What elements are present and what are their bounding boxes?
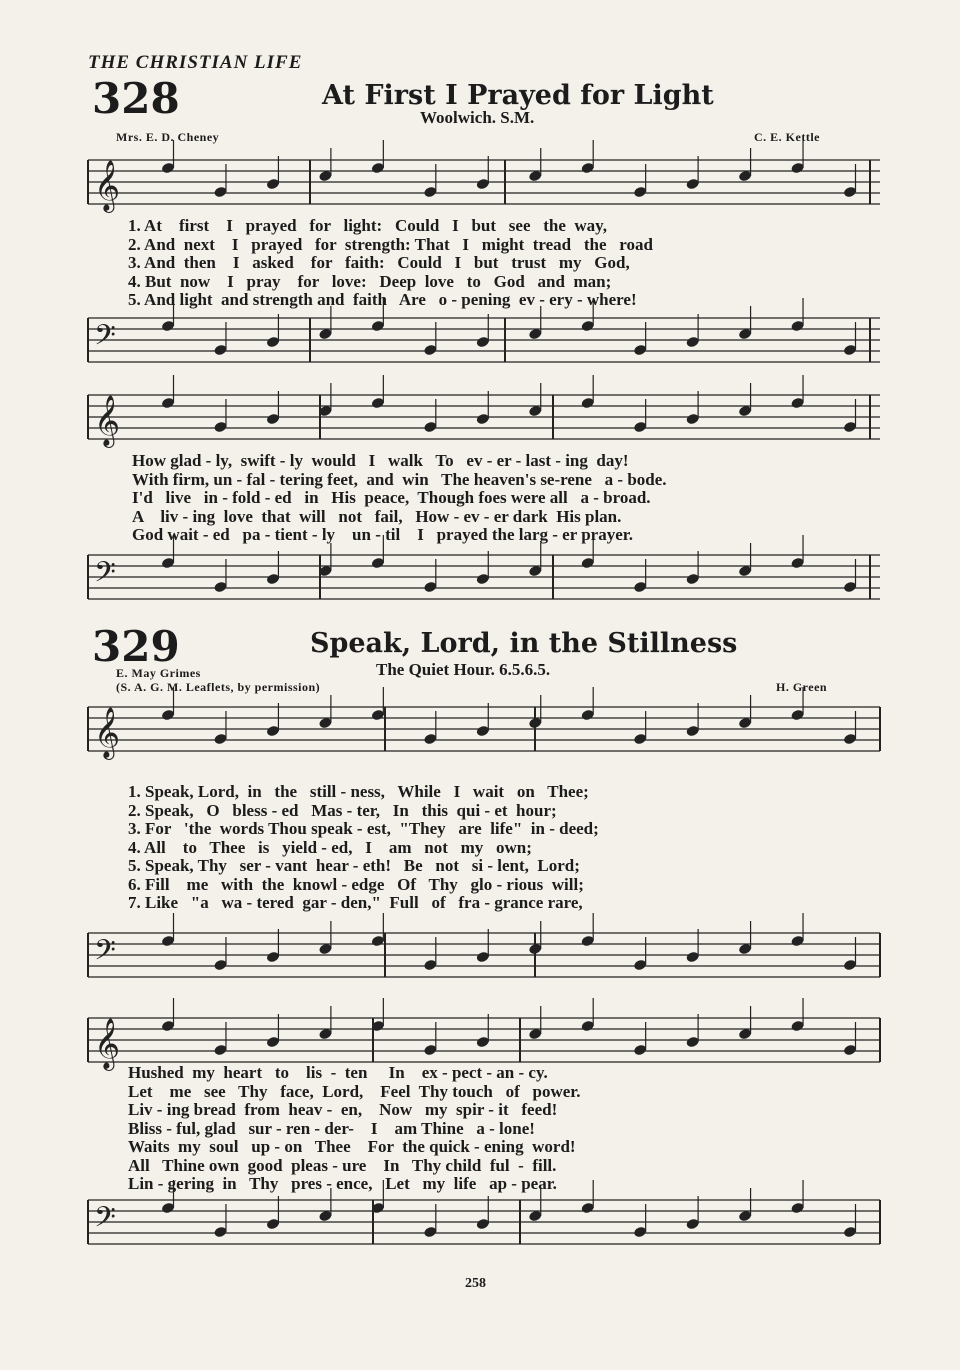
lyric-line: 1. Speak, Lord, in the still - ness, While I wait on Thee;: [128, 782, 589, 801]
section-heading: THE CHRISTIAN LIFE: [88, 52, 303, 73]
composer-credit: H. Green: [776, 680, 828, 694]
hymn-title: At First I Prayed for Light: [322, 80, 714, 111]
lyric-line: 2. And next I prayed for strength: That I might tread the road: [128, 234, 653, 254]
lyric-line: 5. And light and strength and faith Are o - pening ev - ery - where!: [128, 290, 637, 309]
author-credit: Mrs. E. D. Cheney: [116, 130, 220, 144]
lyric-line: All Thine own good pleas - ure In Thy child ful - fill.: [128, 1155, 557, 1175]
lyric-line: 3. For 'the words Thou speak - est, "They are life" in - deed;: [128, 819, 599, 838]
lyric-line: 5. Speak, Thy ser - vant hear - eth! Be not si - lent, Lord;: [128, 856, 580, 875]
page-number: 258: [465, 1276, 486, 1291]
lyric-line: Bliss - ful, glad sur - ren - der- I am Thine a - lone!: [128, 1118, 535, 1138]
lyric-line: Waits my soul up - on Thee For the quick - ening word!: [128, 1137, 576, 1156]
lyrics-block: [128, 783, 868, 913]
lyric-line: God wait - ed pa - tient - ly un - til I prayed the larg - er prayer.: [132, 525, 633, 544]
lyric-line: 1. At first I prayed for light: Could I but see the way,: [128, 216, 607, 235]
lyrics-block: [128, 217, 868, 310]
lyrics-block: [128, 1064, 868, 1194]
lyric-line: Hushed my heart to lis - ten In ex - pect - an - cy.: [128, 1063, 548, 1082]
treble-clef: 𝄞: [94, 707, 121, 758]
treble-clef: 𝄞: [94, 160, 121, 211]
lyric-line: 6. Fill me with the knowl - edge Of Thy glo - rious will;: [128, 874, 584, 894]
bass-clef: 𝄢: [94, 1201, 116, 1241]
composer-credit: C. E. Kettle: [754, 130, 820, 144]
lyric-line: A liv - ing love that will not fail, How - ev - er dark His plan.: [132, 506, 622, 526]
lyric-line: 4. But now I pray for love: Deep love to God and man;: [128, 271, 612, 291]
hymn-number: 328: [92, 74, 180, 123]
lyric-line: 2. Speak, O bless - ed Mas - ter, In this qui - et hour;: [128, 800, 557, 820]
bass-clef: 𝄢: [94, 319, 116, 359]
hymn-number: 329: [92, 622, 180, 671]
lyrics-block: [132, 452, 872, 545]
lyric-line: Let me see Thy face, Lord, Feel Thy touch of power.: [128, 1081, 581, 1101]
tune-name: The Quiet Hour. 6.5.6.5.: [376, 660, 551, 679]
author-credit: E. May Grimes: [116, 666, 201, 680]
treble-clef: 𝄞: [94, 1018, 121, 1069]
lyric-line: 3. And then I asked for faith: Could I but trust my God,: [128, 253, 630, 272]
lyric-line: How glad - ly, swift - ly would I walk To ev - er - last - ing day!: [132, 451, 629, 470]
hymn-title: Speak, Lord, in the Stillness: [310, 628, 738, 659]
tune-name: Woolwich. S.M.: [420, 108, 535, 127]
lyric-line: 4. All to Thee is yield - ed, I am not my own;: [128, 837, 532, 857]
lyric-line: 7. Like "a wa - tered gar - den," Full of fra - grance rare,: [128, 893, 583, 912]
bass-clef: 𝄢: [94, 934, 116, 974]
lyric-line: Liv - ing bread from heav - en, Now my spir - it feed!: [128, 1100, 558, 1119]
lyric-line: I'd live in - fold - ed in His peace, Though foes were all a - broad.: [132, 488, 651, 507]
permission-note: (S. A. G. M. Leaflets, by permission): [116, 680, 321, 694]
lyric-line: With firm, un - fal - tering feet, and win The heaven's se-rene a - bode.: [132, 469, 667, 489]
bass-clef: 𝄢: [94, 556, 116, 596]
lyric-line: Lin - gering in Thy pres - ence, Let my life ap - pear.: [128, 1174, 557, 1193]
treble-clef: 𝄞: [94, 395, 121, 446]
